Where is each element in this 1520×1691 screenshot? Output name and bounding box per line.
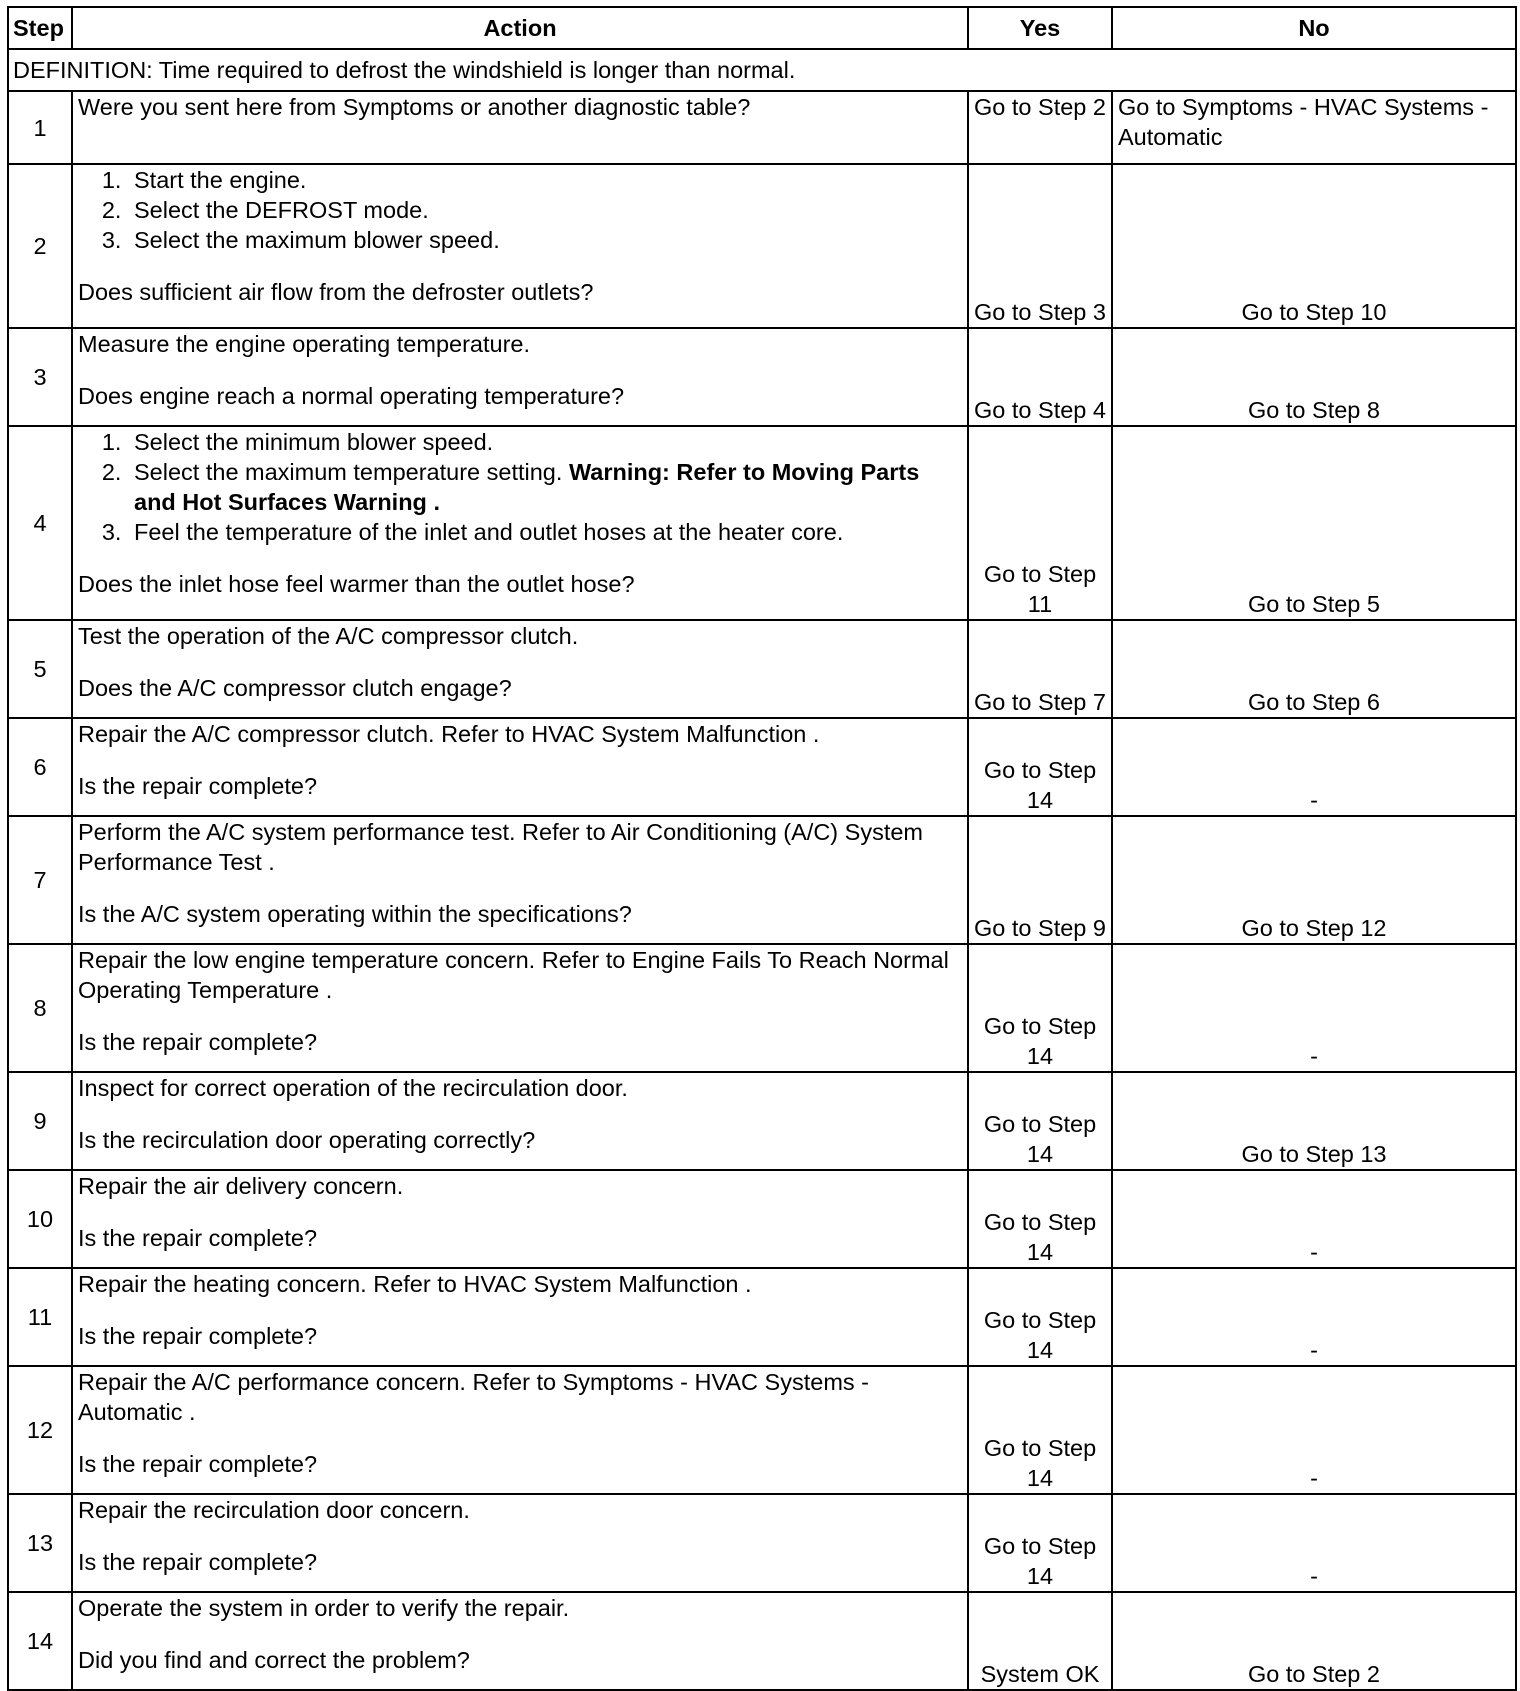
table-row-step-2 xyxy=(8,164,1516,328)
no-cell: - xyxy=(1112,1170,1516,1268)
no-cell: Go to Step 10 xyxy=(1112,164,1516,328)
action-cell xyxy=(72,718,968,816)
yes-cell: System OK xyxy=(968,1592,1112,1690)
action-cell xyxy=(72,1494,968,1592)
header-step: Step xyxy=(8,7,72,49)
list-item: 3. Select the maximum blower speed. xyxy=(128,225,962,255)
table-row-step-5 xyxy=(8,620,1516,718)
table-row-step-14 xyxy=(8,1592,1516,1690)
action-cell xyxy=(72,1072,968,1170)
table-row-step-3 xyxy=(8,328,1516,426)
no-cell: Go to Step 2 xyxy=(1112,1592,1516,1690)
step-number: 12 xyxy=(8,1366,72,1494)
action-text: Repair the recirculation door concern. xyxy=(78,1497,470,1523)
no-cell: - xyxy=(1112,1268,1516,1366)
no-cell: Go to Symptoms - HVAC Systems - Automatic xyxy=(1112,91,1516,164)
question-text: Is the repair complete? xyxy=(78,773,318,799)
step-number: 14 xyxy=(8,1592,72,1690)
table-row-step-4 xyxy=(8,426,1516,620)
no-cell: - xyxy=(1112,718,1516,816)
action-text: Repair the air delivery concern. xyxy=(78,1173,404,1199)
list-item: 1. Start the engine. xyxy=(128,165,962,195)
yes-cell: Go to Step 14 xyxy=(968,1268,1112,1366)
table-row-step-1 xyxy=(8,91,1516,164)
no-cell: Go to Step 13 xyxy=(1112,1072,1516,1170)
action-text: Repair the A/C performance concern. Refer to Symptoms - HVAC Systems - Automatic . xyxy=(78,1369,870,1425)
action-cell xyxy=(72,620,968,718)
action-cell xyxy=(72,816,968,944)
step-number: 10 xyxy=(8,1170,72,1268)
action-text: Measure the engine operating temperature. xyxy=(78,331,531,357)
action-cell xyxy=(72,328,968,426)
table-row-step-7 xyxy=(8,816,1516,944)
definition-text: DEFINITION: Time required to defrost the windshield is longer than normal. xyxy=(8,49,1516,91)
yes-cell: Go to Step 14 xyxy=(968,944,1112,1072)
header-no: No xyxy=(1112,7,1516,49)
action-text: Operate the system in order to verify the repair. xyxy=(78,1595,570,1621)
action-text: Inspect for correct operation of the recirculation door. xyxy=(78,1075,628,1101)
question-text: Is the repair complete? xyxy=(78,1323,318,1349)
yes-cell: Go to Step 11 xyxy=(968,426,1112,620)
table-row-step-11 xyxy=(8,1268,1516,1366)
question-text: Is the repair complete? xyxy=(78,1451,318,1477)
step-number: 5 xyxy=(8,620,72,718)
action-cell xyxy=(72,164,968,328)
question-text: Does sufficient air flow from the defroster outlets? xyxy=(78,279,594,305)
no-cell: Go to Step 12 xyxy=(1112,816,1516,944)
step-number: 13 xyxy=(8,1494,72,1592)
no-cell: Go to Step 6 xyxy=(1112,620,1516,718)
list-item: 2. Select the DEFROST mode. xyxy=(128,195,962,225)
no-cell: Go to Step 5 xyxy=(1112,426,1516,620)
step-number: 1 xyxy=(8,91,72,164)
step-number: 7 xyxy=(8,816,72,944)
step-number: 3 xyxy=(8,328,72,426)
action-cell xyxy=(72,426,968,620)
action-list xyxy=(78,427,962,547)
warning-link[interactable]: Warning: Refer to Moving Parts and Hot Surfaces Warning . xyxy=(134,459,920,515)
question-text: Does engine reach a normal operating temperature? xyxy=(78,383,625,409)
question-text: Did you find and correct the problem? xyxy=(78,1647,470,1673)
table-row-step-13 xyxy=(8,1494,1516,1592)
action-list xyxy=(78,165,962,255)
action-cell xyxy=(72,944,968,1072)
yes-cell: Go to Step 14 xyxy=(968,1366,1112,1494)
definition-row xyxy=(8,49,1516,91)
action-text: Repair the low engine temperature concern. Refer to Engine Fails To Reach Normal Operating Temperature . xyxy=(78,947,949,1003)
step-number: 6 xyxy=(8,718,72,816)
list-item xyxy=(128,457,962,517)
step-number: 9 xyxy=(8,1072,72,1170)
question-text: Is the repair complete? xyxy=(78,1029,318,1055)
no-cell: Go to Step 8 xyxy=(1112,328,1516,426)
action-cell xyxy=(72,1170,968,1268)
question-text: Does the A/C compressor clutch engage? xyxy=(78,675,512,701)
yes-cell: Go to Step 14 xyxy=(968,1494,1112,1592)
step-number: 11 xyxy=(8,1268,72,1366)
step-number: 2 xyxy=(8,164,72,328)
no-cell: - xyxy=(1112,1494,1516,1592)
action-text: Were you sent here from Symptoms or another diagnostic table? xyxy=(78,94,751,120)
question-text: Is the repair complete? xyxy=(78,1549,318,1575)
question-text: Is the repair complete? xyxy=(78,1225,318,1251)
yes-cell: Go to Step 14 xyxy=(968,1072,1112,1170)
action-cell xyxy=(72,1366,968,1494)
yes-cell: Go to Step 7 xyxy=(968,620,1112,718)
yes-cell: Go to Step 4 xyxy=(968,328,1112,426)
action-text: Test the operation of the A/C compressor clutch. xyxy=(78,623,579,649)
table-row-step-6 xyxy=(8,718,1516,816)
action-text: Perform the A/C system performance test. Refer to Air Conditioning (A/C) System Performance Test . xyxy=(78,819,924,875)
action-cell xyxy=(72,1592,968,1690)
step-number: 4 xyxy=(8,426,72,620)
list-item: 1. Select the minimum blower speed. xyxy=(128,427,962,457)
yes-cell: Go to Step 9 xyxy=(968,816,1112,944)
question-text: Is the A/C system operating within the specifications? xyxy=(78,901,632,927)
yes-cell: Go to Step 2 xyxy=(968,91,1112,164)
no-cell: - xyxy=(1112,944,1516,1072)
table-row-step-9 xyxy=(8,1072,1516,1170)
action-cell xyxy=(72,91,968,164)
question-text: Does the inlet hose feel warmer than the outlet hose? xyxy=(78,571,635,597)
yes-cell: Go to Step 14 xyxy=(968,718,1112,816)
question-text: Is the recirculation door operating correctly? xyxy=(78,1127,536,1153)
step-number: 8 xyxy=(8,944,72,1072)
diagnostic-table xyxy=(7,6,1517,1691)
table-row-step-8 xyxy=(8,944,1516,1072)
table-row-step-12 xyxy=(8,1366,1516,1494)
table-row-step-10 xyxy=(8,1170,1516,1268)
list-item-text: Select the maximum temperature setting. xyxy=(134,459,563,485)
header-yes: Yes xyxy=(968,7,1112,49)
action-text: Repair the heating concern. Refer to HVAC System Malfunction . xyxy=(78,1271,752,1297)
action-text: Repair the A/C compressor clutch. Refer to HVAC System Malfunction . xyxy=(78,721,820,747)
action-cell xyxy=(72,1268,968,1366)
yes-cell: Go to Step 14 xyxy=(968,1170,1112,1268)
list-item: 3. Feel the temperature of the inlet and outlet hoses at the heater core. xyxy=(128,517,962,547)
no-cell: - xyxy=(1112,1366,1516,1494)
header-action: Action xyxy=(72,7,968,49)
header-row xyxy=(8,7,1516,49)
yes-cell: Go to Step 3 xyxy=(968,164,1112,328)
